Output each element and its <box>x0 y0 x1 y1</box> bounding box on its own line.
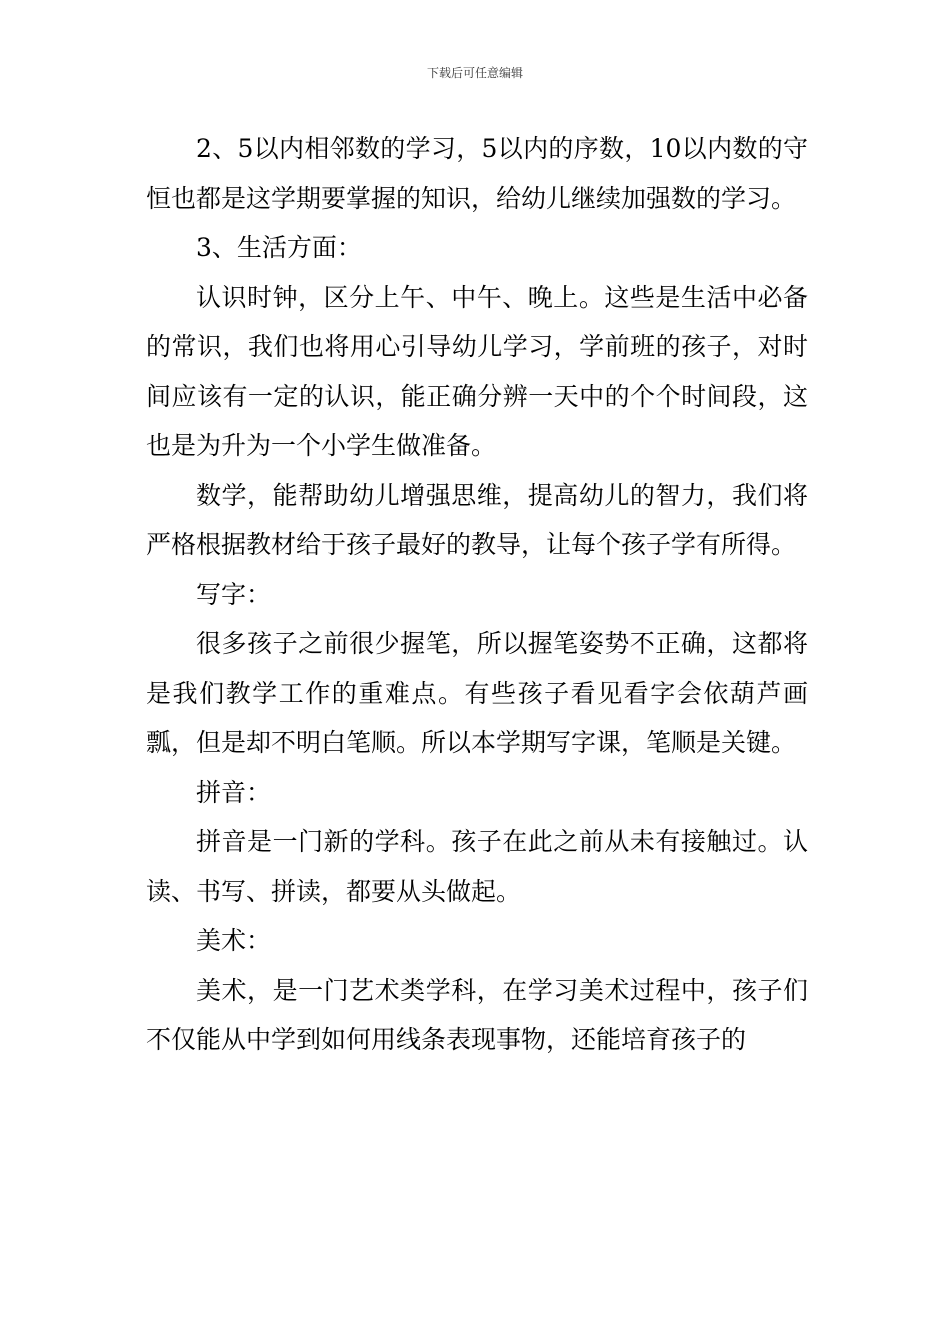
section-heading-art: 美术： <box>196 926 272 955</box>
paragraph-number-learning: 2、5以内相邻数的学习，5以内的序数，10以内数的守恒也都是这学期要掌握的知识，给幼儿继续加强数的学习。 <box>146 134 808 213</box>
paragraph-clock-time: 认识时钟，区分上午、中午、晚上。这些是生活中必备的常识，我们也将用心引导幼儿学习，学前班的孩子，对时间应该有一定的认识，能正确分辨一天中的个个时间段，这也是为升为一个小学生做准备。 <box>146 282 808 460</box>
paragraph-writing: 很多孩子之前很少握笔，所以握笔姿势不正确，这都将是我们教学工作的重难点。有些孩子看见看字会依葫芦画瓢，但是却不明白笔顺。所以本学期写字课，笔顺是关键。 <box>146 629 808 757</box>
section-heading-daily-life: 3、生活方面： <box>196 233 362 262</box>
page-header: 下载后可任意编辑 <box>426 66 523 80</box>
paragraph-math: 数学，能帮助幼儿增强思维，提高幼儿的智力，我们将严格根据教材给于孩子最好的教导，让每个孩子学有所得。 <box>146 480 808 559</box>
section-heading-pinyin: 拼音： <box>196 777 272 807</box>
paragraph-pinyin: 拼音是一门新的学科。孩子在此之前从未有接触过。认读、书写、拼读，都要从头做起。 <box>146 827 808 906</box>
paragraph-art: 美术，是一门艺术类学科，在学习美术过程中，孩子们不仅能从中学到如何用线条表现事物，还能培育孩子的 <box>146 975 808 1054</box>
document-body <box>146 124 808 1065</box>
section-heading-writing: 写字： <box>196 579 272 609</box>
